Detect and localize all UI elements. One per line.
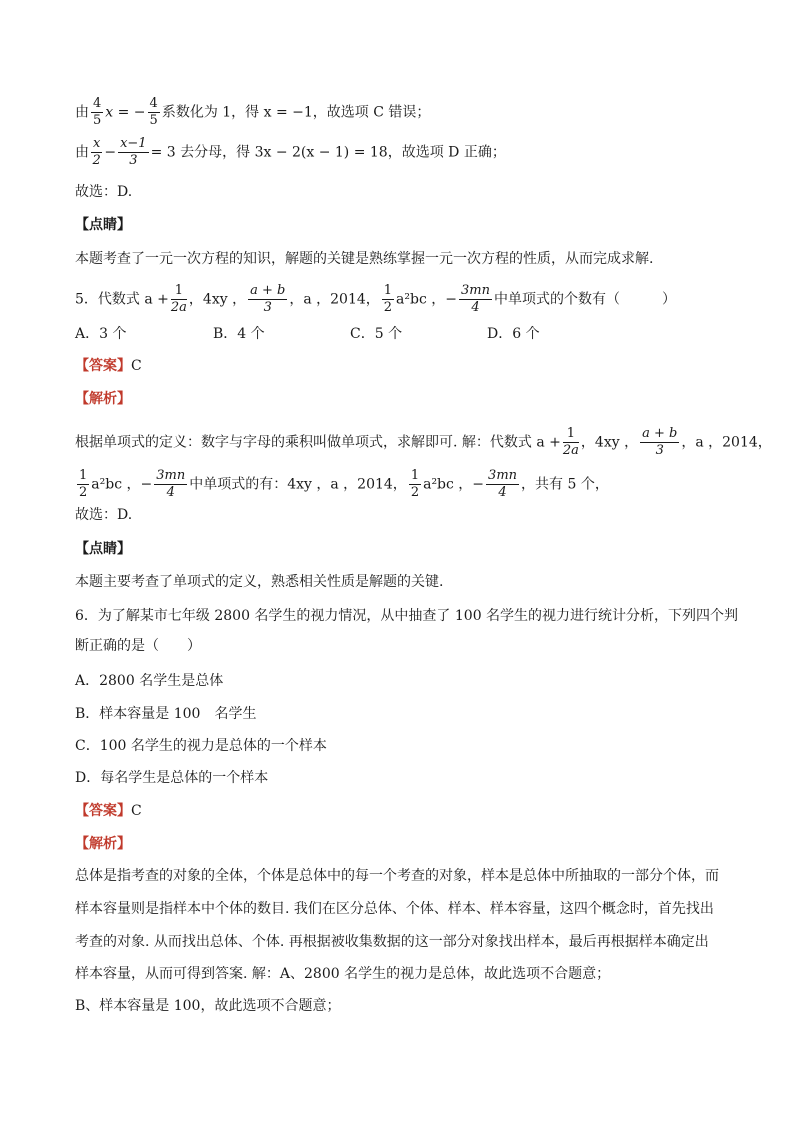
dianjing-heading: 【点睛】 xyxy=(75,217,131,233)
q6-option-c: C．100 名学生的视力是总体的一个样本 xyxy=(75,738,327,754)
q6-option-a: A．2800 名学生是总体 xyxy=(75,673,224,689)
solution-line-d: 由 $\frac{x}{2}$ − $\frac{x-1}{3}$ = 3 去分母，得 3x − 2(x − 1) = 18，故选项 D 正确； xyxy=(75,136,506,168)
analysis-6-heading: 【解析】 xyxy=(75,836,131,852)
question-6-line-1: 6．为了解某市七年级 2800 名学生的视力情况，从中抽查了 100 名学生的视力进行统计分析，下列四个判 xyxy=(75,608,739,624)
summary-text: 本题考查了一元一次方程的知识，解题的关键是熟练掌握一元一次方程的性质，从而完成求解. xyxy=(75,251,654,267)
option-a: A．3 个 xyxy=(75,326,127,342)
analysis-6-line-5: B、样本容量是 100，故此选项不合题意； xyxy=(75,998,341,1014)
choice-line: 故选：D. xyxy=(75,184,133,200)
summary-text-2: 本题主要考查了单项式的定义，熟悉相关性质是解题的关键. xyxy=(75,574,444,590)
answer-6: 【答案】C xyxy=(75,803,142,819)
analysis-5-heading: 【解析】 xyxy=(75,391,131,407)
question-5: 5．代数式 a + $\frac{1}{2a}$ ，4xy ， $\frac{a + b}{3}$ ，a ，2014， $\frac{1}{2}$ a²bc ，− $\frac{3mn}{4}$ 中单项式的个数有（ ） xyxy=(75,283,676,315)
option-c: C．5 个 xyxy=(350,326,403,342)
analysis-6-line-2: 样本容量则是指样本中个体的数目. 我们在区分总体、个体、样本、样本容量，这四个概念时，首先找出 xyxy=(75,901,714,917)
analysis-6-line-4: 样本容量，从而可得到答案. 解：A、2800 名学生的视力是总体，故此选项不合题意； xyxy=(75,966,611,982)
analysis-5-line-2: $\frac{1}{2}$ a²bc ，− $\frac{3mn}{4}$ 中单项式的有：4xy ，a ，2014， $\frac{1}{2}$ a²bc ，− $\frac{3mn}{4}$ ，共有 5 个， xyxy=(79,468,609,500)
analysis-6-line-3: 考查的对象. 从而找出总体、个体. 再根据被收集数据的这一部分对象找出样本，最后再根据样本确定出 xyxy=(75,934,709,950)
analysis-5-line-3: 故选：D. xyxy=(75,507,133,523)
solution-line-c: 由 $\frac{4}{5}$ x = − $\frac{4}{5}$ 系数化为 1，得 x = −1，故选项 C 错误； xyxy=(75,96,431,128)
answer-5: 【答案】C xyxy=(75,358,142,374)
q6-option-b: B．样本容量是 100 名学生 xyxy=(75,706,257,722)
analysis-5-line-1: 根据单项式的定义：数字与字母的乘积叫做单项式，求解即可. 解：代数式 a + $\frac{1}{2a}$ ，4xy ， $\frac{a + b}{3}$ ，a ，2014， xyxy=(75,426,772,458)
option-d: D．6 个 xyxy=(487,326,540,342)
analysis-6-line-1: 总体是指考查的对象的全体，个体是总体中的每一个考查的对象，样本是总体中所抽取的一部分个体，而 xyxy=(75,868,719,884)
question-6-line-2: 断正确的是（ ） xyxy=(75,638,201,654)
dianjing-heading-2: 【点睛】 xyxy=(75,541,131,557)
q6-option-d: D．每名学生是总体的一个样本 xyxy=(75,770,269,786)
option-b: B．4 个 xyxy=(213,326,265,342)
